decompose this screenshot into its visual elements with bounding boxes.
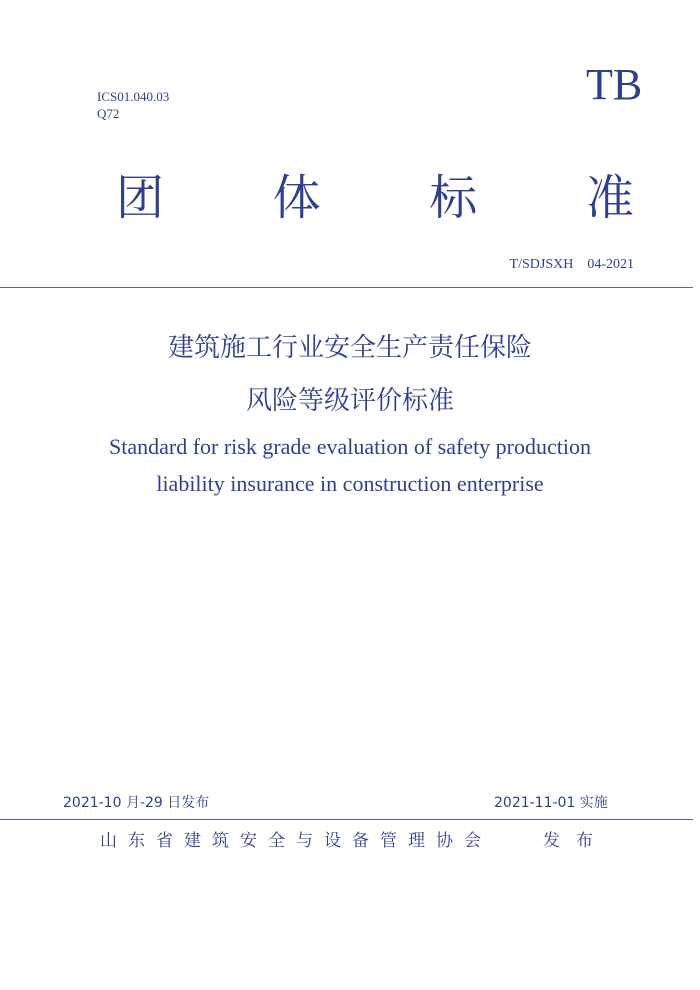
publish-date: 2021-10 月-29 日发布 [63,795,210,811]
document-type-heading [105,165,645,235]
document-type-char: 准 [585,170,634,226]
bottom-divider [0,819,693,820]
standard-number: T/SDJSXH 04-2021 [509,257,634,272]
english-title-line-1: Standard for risk grade evaluation of safety production [108,434,591,459]
tb-logo: TB [586,60,643,109]
publish-label: 发布 [543,831,609,851]
implementation-date: 2021-11-01 实施 [494,795,608,811]
chinese-title-line-2: 风险等级评价标准 [245,386,454,416]
ics-code: ICS01.040.03 [97,89,170,104]
top-divider [0,287,693,288]
ccs-code: Q72 [97,106,120,121]
document-type-char: 标 [429,170,478,226]
english-title-line-2: liability insurance in construction enterprise [156,471,544,496]
chinese-title-line-1: 建筑施工行业安全生产责任保险 [167,333,532,363]
publisher-name: 山东省建筑安全与设备管理协会 [100,831,492,851]
document-type-char: 团 [115,170,164,226]
classification-codes [97,88,169,122]
document-type-char: 体 [272,170,321,226]
